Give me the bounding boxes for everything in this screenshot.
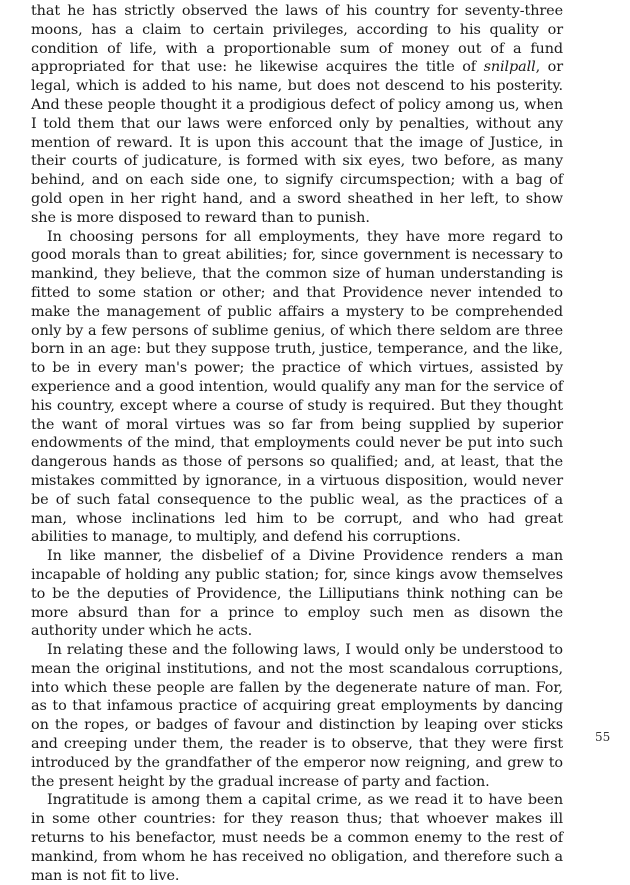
- paragraph-1-text-b: , or legal, which is added to his name, but does not descend to his posterity. And these people thought it a prodigious defect of policy among us, when I told them that our laws were enforced only by penalties, without any mention of reward. It is upon this account that the image of Justice, in their courts of judicature, is formed with six eyes, two before, as many behind, and on each side one, to signify circumspection; with a bag of gold open in her right hand, and a sword sheathed in her left, to show she is more disposed to reward than to punish.: [31, 59, 564, 226]
- paragraph-3: In like manner, the disbelief of a Divine Providence renders a man incapable of holding any public station; for, since kings avow themselves to be the deputies of Providence, the Lilliputians think nothing can be more absurd than for a prince to employ such men as disown the authority under which he acts.: [31, 548, 563, 640]
- document-body: [31, 2, 563, 885]
- paragraph-1-text-a: that he has strictly observed the laws of his country for seventy-three moons, has a claim to certain privileges, according to his quality or condition of life, with a proportionable sum of money out of a fund appropriated for that use: he likewise acquires the title of: [31, 3, 563, 76]
- page-number: 55: [595, 730, 611, 744]
- paragraph-4: In relating these and the following laws, I would only be understood to mean the original institutions, and not the most scandalous corruptions, into which these people are fallen by the degenerate nature of man. For, as to that infamous practice of acquiring great employments by dancing on the ropes, or badges of favour and distinction by leaping over sticks and creeping under them, the reader is to observe, that they were first introduced by the grandfather of the emperor now reigning, and grew to the present height by the gradual increase of party and faction.: [31, 642, 563, 790]
- snilpall-term: snilpall: [483, 59, 536, 76]
- paragraph-1: [31, 2, 563, 228]
- paragraph-2: In choosing persons for all employments, they have more regard to good morals than to great abilities; for, since government is necessary to mankind, they believe, that the common size of human understanding is fitted to some station or other; and that Providence never intended to make the management of public affairs a mystery to be comprehended only by a few persons of sublime genius, of which there seldom are three born in an age: but they suppose truth, justice, temperance, and the like, to be in every man's power; the practice of which virtues, assisted by experience and a good intention, would qualify any man for the service of his country, except where a course of study is required. But they thought the want of moral virtues was so far from being supplied by superior endowments of the mind, that employments could never be put into such dangerous hands as those of persons so qualified; and, at least, that the mistakes committed by ignorance, in a virtuous disposition, would never be of such fatal consequence to the public weal, as the practices of a man, whose inclinations led him to be corrupt, and who had great abilities to manage, to multiply, and defend his corruptions.: [31, 228, 563, 546]
- paragraph-5: Ingratitude is among them a capital crime, as we read it to have been in some other countries: for they reason thus; that whoever makes ill returns to his benefactor, must needs be a common enemy to the rest of mankind, from whom he has received no obligation, and therefore such a man is not fit to live.: [31, 792, 563, 884]
